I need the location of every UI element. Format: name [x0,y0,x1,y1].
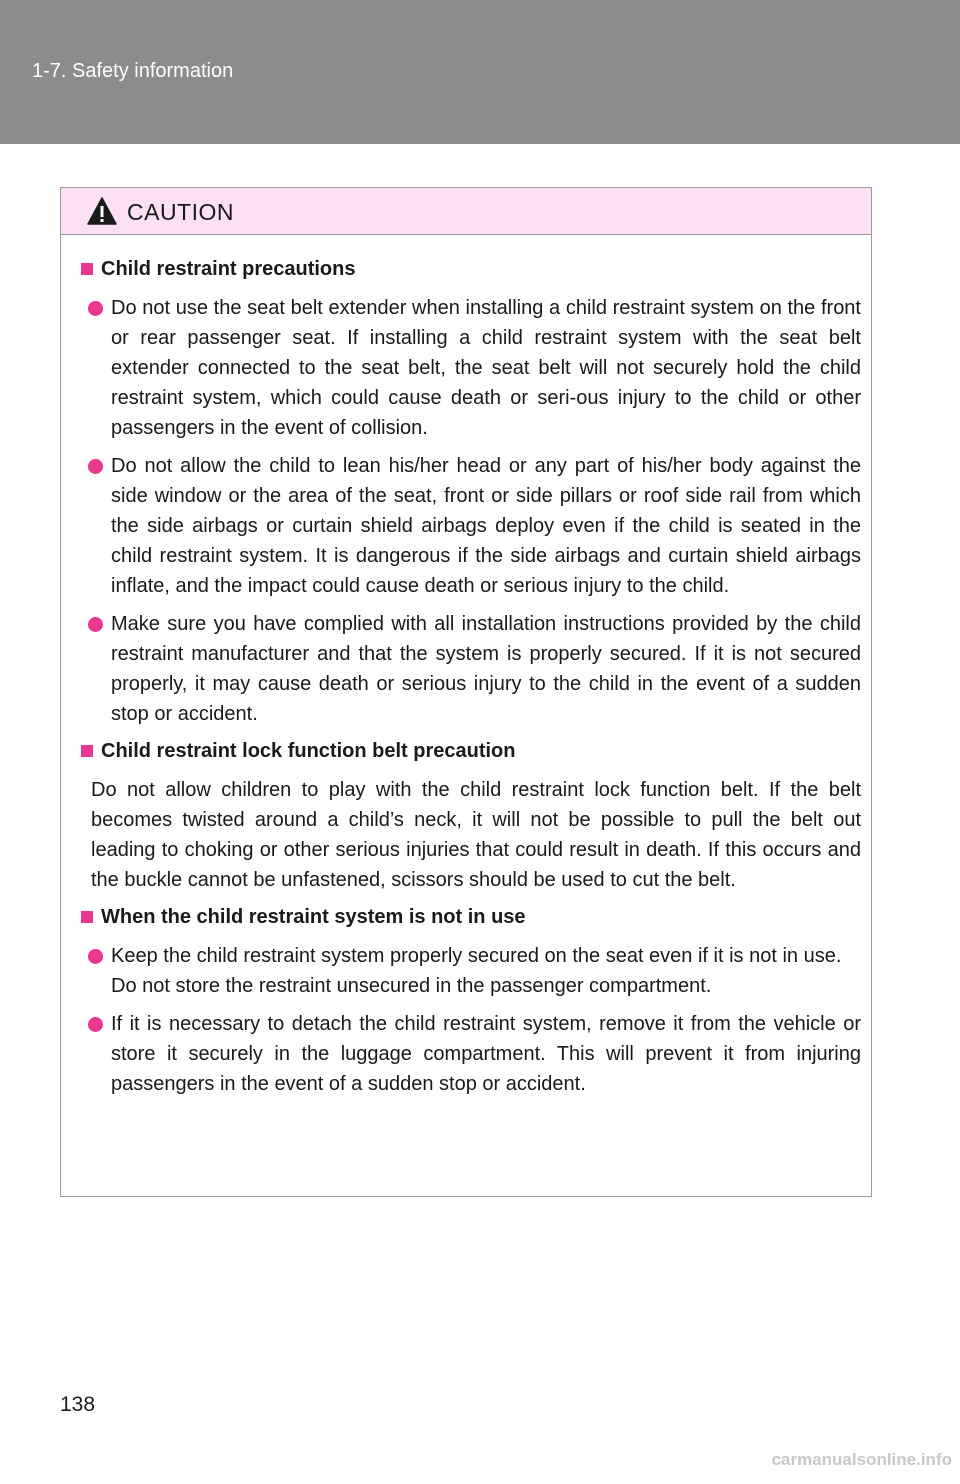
section-heading [81,903,861,931]
section-paragraph: Do not allow children to play with the child restraint lock function belt. If the belt becomes twisted around a child’s neck, it will not be possible to pull the belt out leading to choking or other serious injuries that could result in death. If this occurs and the buckle cannot be unfastened, scissors should be used to cut the belt. [91,779,861,891]
list-item [81,293,861,443]
list-item-line: Keep the child restraint system properly secured on the seat even if it is not in use. [111,945,842,967]
section-heading [81,737,861,765]
list-item-line: Do not store the restraint unsecured in the passenger compartment. [111,975,712,997]
section-heading [81,255,861,283]
caution-content [61,235,871,1099]
list-item [81,1009,861,1099]
circle-bullet-icon [88,301,103,316]
square-bullet-icon [81,745,93,757]
list-item-text: Do not use the seat belt extender when installing a child restraint system on the front or rear passenger seat. If installing a child restraint system with the seat belt extender connected to the seat belt, the seat belt will not securely hold the child restraint system, which could cause death or seri-ous injury to the child or other passengers in the event of collision. [111,297,861,439]
caution-title: CAUTION [127,199,234,225]
page-header [0,0,960,144]
circle-bullet-icon [88,617,103,632]
warning-triangle-icon [87,197,117,225]
section-heading-text: When the child restraint system is not in use [101,906,526,928]
watermark: carmanualsonline.info [771,1450,952,1469]
section-heading-text: Child restraint precautions [101,258,356,280]
square-bullet-icon [81,911,93,923]
page-number: 138 [60,1393,96,1416]
list-item-text: If it is necessary to detach the child restraint system, remove it from the vehicle or store it securely in the luggage compartment. This will prevent it from injuring passengers in the event of a sudden stop or accident. [111,1013,861,1095]
caution-box [60,187,872,1197]
circle-bullet-icon [88,459,103,474]
circle-bullet-icon [88,1017,103,1032]
section-title: 1-7. Safety information [32,60,234,82]
list-item [81,609,861,729]
list-item-text [111,941,861,1001]
list-item [81,941,861,1001]
square-bullet-icon [81,263,93,275]
list-item [81,451,861,601]
circle-bullet-icon [88,949,103,964]
caution-header [61,188,871,235]
list-item-text: Do not allow the child to lean his/her head or any part of his/her body against the side window or the area of the seat, front or side pillars or roof side rail from which the side airbags or curtain shield airbags deploy even if the child is seated in the child restraint system. It is dangerous if the side airbags and curtain shield airbags inflate, and the impact could cause death or serious injury to the child. [111,455,861,597]
section-heading-text: Child restraint lock function belt precaution [101,740,516,762]
list-item-text: Make sure you have complied with all installation instructions provided by the child restraint manufacturer and that the system is properly secured. If it is not secured properly, it may cause death or serious injury to the child in the event of a sudden stop or accident. [111,613,861,725]
